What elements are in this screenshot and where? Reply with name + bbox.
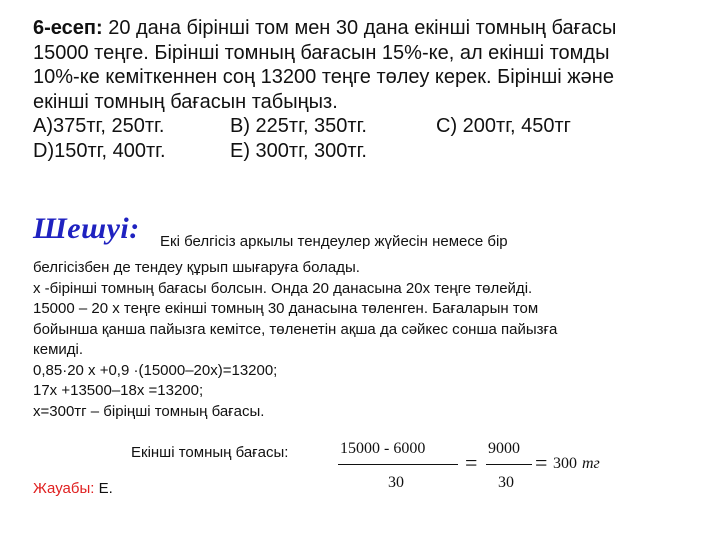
problem-line-4: екінші томның бағасын табыңыз. <box>33 90 338 113</box>
solution-body <box>33 258 703 422</box>
fraction-2-bar <box>486 464 532 465</box>
solution-line: 15000 – 20 x теңге екінші томның 30 данасына төленген. Бағаларын том <box>33 300 539 317</box>
problem-statement <box>33 16 703 163</box>
option-e: E) 300тг, 300тг. <box>230 139 367 162</box>
problem-label: 6-есеп: <box>33 17 103 39</box>
solution-line: белгісізбен де тендеу құрып шығаруға болады. <box>33 259 360 276</box>
fraction-2-numerator: 9000 <box>488 440 520 457</box>
fraction-1-numerator: 15000 - 6000 <box>340 440 426 457</box>
problem-text-1: 20 дана бірінші том мен 30 дана екінші томның бағасы <box>102 17 617 39</box>
solution-intro: Екі белгісіз аркылы тендеулер жүйесін немесе бір <box>160 233 508 250</box>
fraction-1-denominator: 30 <box>388 474 404 491</box>
option-b: B) 225тг, 350тг. <box>230 115 367 137</box>
problem-line-3: 10%-ке кеміткеннен соң 13200 теңге төлеу керек. Бірінші және <box>33 66 614 88</box>
problem-line-1 <box>33 16 703 41</box>
solution-line: кемиді. <box>33 341 84 358</box>
option-d: D)150тг, 400тг. <box>33 139 166 162</box>
second-volume-label: Екінші томның бағасы: <box>131 444 289 461</box>
solution-title: Шешуі: <box>33 212 140 245</box>
result-value: 300 <box>553 455 577 472</box>
fraction-1-bar <box>338 464 458 465</box>
problem-line-2: 15000 теңге. Бірінші томның бағасын 15%-ке, ал екінші томды <box>33 41 610 64</box>
option-a: A)375тг, 250тг. <box>33 115 165 137</box>
option-c: C) 200тг, 450тг <box>436 115 571 137</box>
equation-line: 0,85·20 x +0,9 ·(15000–20x)=13200; <box>33 361 278 379</box>
price-formula <box>336 440 666 500</box>
solution-line: x -бірінші томның бағасы болсын. Онда 20 данасына 20x теңге төлейді. <box>33 279 533 297</box>
options-row-1 <box>33 114 703 139</box>
answer-value: Е. <box>94 480 113 497</box>
fraction-2-denominator: 30 <box>498 474 514 491</box>
answer-line <box>33 480 113 497</box>
result-unit: тг <box>582 455 600 472</box>
options-row-2 <box>33 139 703 164</box>
solution-line: бойынша қанша пайызга кемітсе, төленетін ақша да сәйкес сонша пайызға <box>33 320 558 338</box>
result-line: x=300тг – біріңші томның бағасы. <box>33 402 265 420</box>
answer-label: Жауабы: <box>33 480 95 497</box>
equals-sign-2: = <box>535 450 548 475</box>
equals-sign-1: = <box>465 450 478 475</box>
equation-line: 17x +13500–18x =13200; <box>33 382 204 399</box>
